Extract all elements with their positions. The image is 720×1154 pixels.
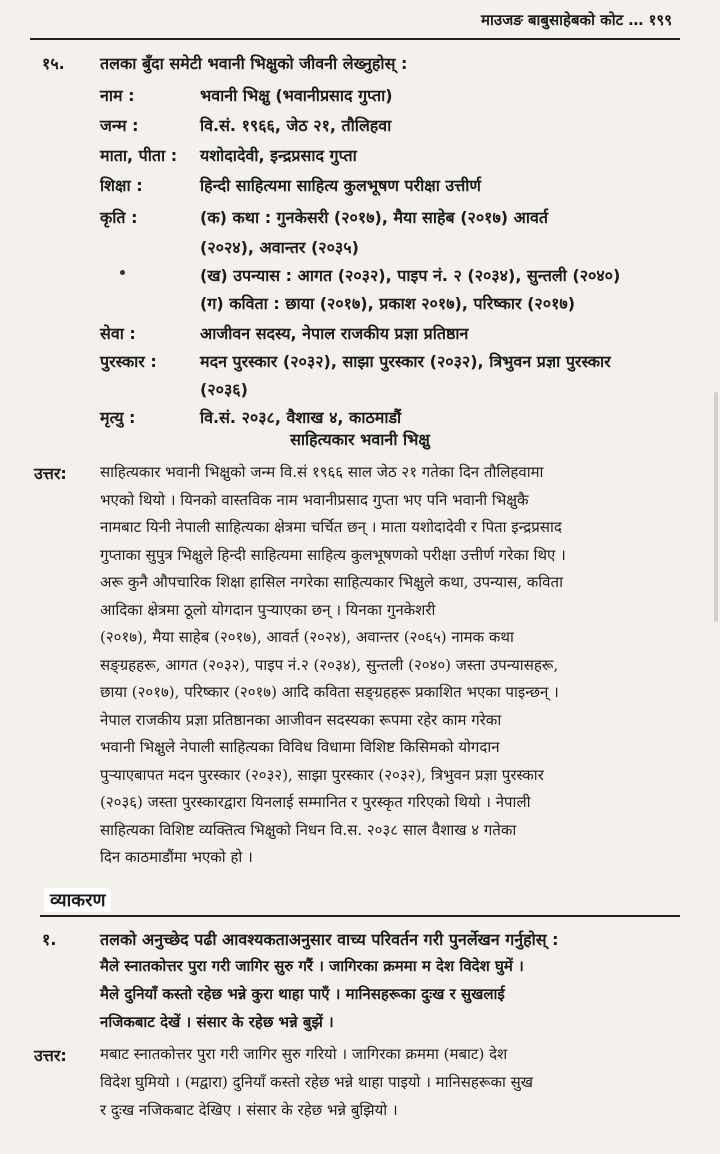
answer-line: आदिका क्षेत्रमा ठूलो योगदान पुऱ्याएका छन् । यिनका गुनकेशरी xyxy=(100,600,436,619)
bio-value: मदन पुरस्कार (२०३२), साझा पुरस्कार (२०३२), त्रिभुवन प्रज्ञा पुरस्कार xyxy=(200,352,611,371)
bio-value: भवानी भिक्षु (भवानीप्रसाद गुप्ता) xyxy=(200,86,393,105)
answer-line: दिन काठमाडौंमा भएको हो । xyxy=(100,848,253,866)
essay-title: साहित्यकार भवानी भिक्षु xyxy=(290,430,430,449)
bio-label: कृति : xyxy=(100,208,138,227)
grammar-question-number: १. xyxy=(42,930,57,949)
passage-line: मैले स्नातकोत्तर पुरा गरी जागिर सुरु गरैं । जागिरका क्रममा म देश विदेश घुमें । xyxy=(100,957,524,975)
answer-label: उत्तर: xyxy=(34,464,67,483)
grammar-answer-label: उत्तर: xyxy=(34,1046,67,1065)
bio-label: माता, पीता : xyxy=(100,146,178,165)
answer-line: (२०३६) जस्ता पुरस्कारद्वारा यिनलाई सम्मानित र पुरस्कृत गरिएको थियो । नेपाली xyxy=(100,793,531,811)
question-number: १५. xyxy=(42,54,65,73)
header-rule xyxy=(30,38,680,40)
answer-line: पुऱ्याएबापत मदन पुरस्कार (२०३२), साझा पुरस्कार (२०३२), त्रिभुवन प्रज्ञा पुरस्कार xyxy=(100,765,544,784)
bio-value: (क) कथा : गुनकेसरी (२०१७), मैया साहेब (२०१७) आवर्त xyxy=(200,208,549,227)
bio-value: वि.सं. १९६६, जेठ २१, तौलिहवा xyxy=(200,116,392,135)
bio-value: वि.सं. २०३८, वैशाख ४, काठमाडौं xyxy=(200,408,402,427)
answer-line: भवानी भिक्षुले नेपाली साहित्यका विविध विधामा विशिष्ट किसिमको योगदान xyxy=(100,738,500,756)
bio-value: (२०३६) xyxy=(200,380,248,399)
bio-value: आजीवन सदस्य, नेपाल राजकीय प्रज्ञा प्रतिष्ठान xyxy=(200,324,469,343)
passage-line: नजिकबाट देखें । संसार के रहेछ भन्ने बुझें । xyxy=(100,1013,334,1031)
grammar-answer-line: विदेश घुमियो । (मद्वारा) दुनियाँ कस्तो रहेछ भन्ने थाहा पाइयो । मानिसहरूका सुख xyxy=(100,1073,534,1091)
bio-value: (ख) उपन्यास : आगत (२०३२), पाइप नं. २ (२०३४), सुन्तली (२०४०) xyxy=(200,266,621,285)
bio-label: पुरस्कार : xyxy=(100,352,157,371)
answer-line: भएको थियो । यिनको वास्तविक नाम भवानीप्रसाद गुप्ता भए पनि भवानी भिक्षुकै xyxy=(100,490,529,509)
scroll-indicator xyxy=(714,392,718,622)
section-rule xyxy=(40,915,680,917)
bio-label: शिक्षा : xyxy=(100,176,143,195)
ink-dot xyxy=(120,270,125,275)
answer-line: नामबाट यिनी नेपाली साहित्यका क्षेत्रमा चर्चित छन् । माता यशोदादेवी र पिता इन्द्रप्रसाद xyxy=(100,518,562,536)
bio-label: मृत्यु : xyxy=(100,408,136,427)
bio-value: (२०२४), अवान्तर (२०३५) xyxy=(200,238,359,257)
bio-label: सेवा : xyxy=(100,324,136,343)
answer-line: नेपाल राजकीय प्रज्ञा प्रतिष्ठानका आजीवन सदस्यका रूपमा रहेर काम गरेका xyxy=(100,710,502,729)
answer-line: साहित्यका विशिष्ट व्यक्तित्व भिक्षुको निधन वि.स. २०३८ साल वैशाख ४ गतेका xyxy=(100,820,517,839)
bio-label: जन्म : xyxy=(100,116,139,135)
passage-line: मैले दुनियाँ कस्तो रहेछ भन्ने कुरा थाहा पाएँ । मानिसहरूका दुःख र सुखलाई xyxy=(100,985,505,1003)
section-heading: व्याकरण xyxy=(44,888,111,912)
answer-line: अरू कुनै औपचारिक शिक्षा हासिल नगरेका साहित्यकार भिक्षुले कथा, उपन्यास, कविता xyxy=(100,573,563,591)
grammar-question-prompt: तलको अनुच्छेद पढी आवश्यकताअनुसार वाच्य परिवर्तन गरी पुनर्लेखन गर्नुहोस् : xyxy=(100,930,559,949)
answer-line: साहित्यकार भवानी भिक्षुको जन्म वि.सं १९६६ साल जेठ २१ गतेका दिन तौलिहवामा xyxy=(100,463,544,481)
answer-line: गुप्ताका सुपुत्र भिक्षुले हिन्दी साहित्यमा साहित्य कुलभूषणको परीक्षा उत्तीर्ण गरेका थिए । xyxy=(100,545,566,564)
question-prompt: तलका बुँदा समेटी भवानी भिक्षुको जीवनी लेख्नुहोस् : xyxy=(100,54,408,73)
answer-line: (२०१७), मैया साहेब (२०१७), आवर्त (२०२४), अवान्तर (२०६५) नामक कथा xyxy=(100,628,514,646)
answer-line: सङ्ग्रहहरू, आगत (२०३२), पाइप नं.२ (२०३४), सुन्तली (२०४०) जस्ता उपन्यासहरू, xyxy=(100,655,559,674)
bio-value: हिन्दी साहित्यमा साहित्य कुलभूषण परीक्षा उत्तीर्ण xyxy=(200,176,481,195)
running-header: माउजङ बाबुसाहेबको कोट … १९९ xyxy=(481,11,672,29)
grammar-answer-line: र दुःख नजिकबाट देखिए । संसार के रहेछ भन्ने बुझियो । xyxy=(100,1101,398,1119)
bio-value: (ग) कविता : छाया (२०१७), प्रकाश २०१७), परिष्कार (२०१७) xyxy=(200,294,576,313)
answer-line: छाया (२०१७), परिष्कार (२०१७) आदि कविता सङ्ग्रहहरू प्रकाशित भएका पाइन्छन् । xyxy=(100,683,559,701)
bio-label: नाम : xyxy=(100,86,135,105)
bio-value: यशोदादेवी, इन्द्रप्रसाद गुप्ता xyxy=(200,146,357,165)
grammar-answer-line: मबाट स्नातकोत्तर पुरा गरी जागिर सुरु गरियो । जागिरका क्रममा (मबाट) देश xyxy=(100,1045,508,1063)
